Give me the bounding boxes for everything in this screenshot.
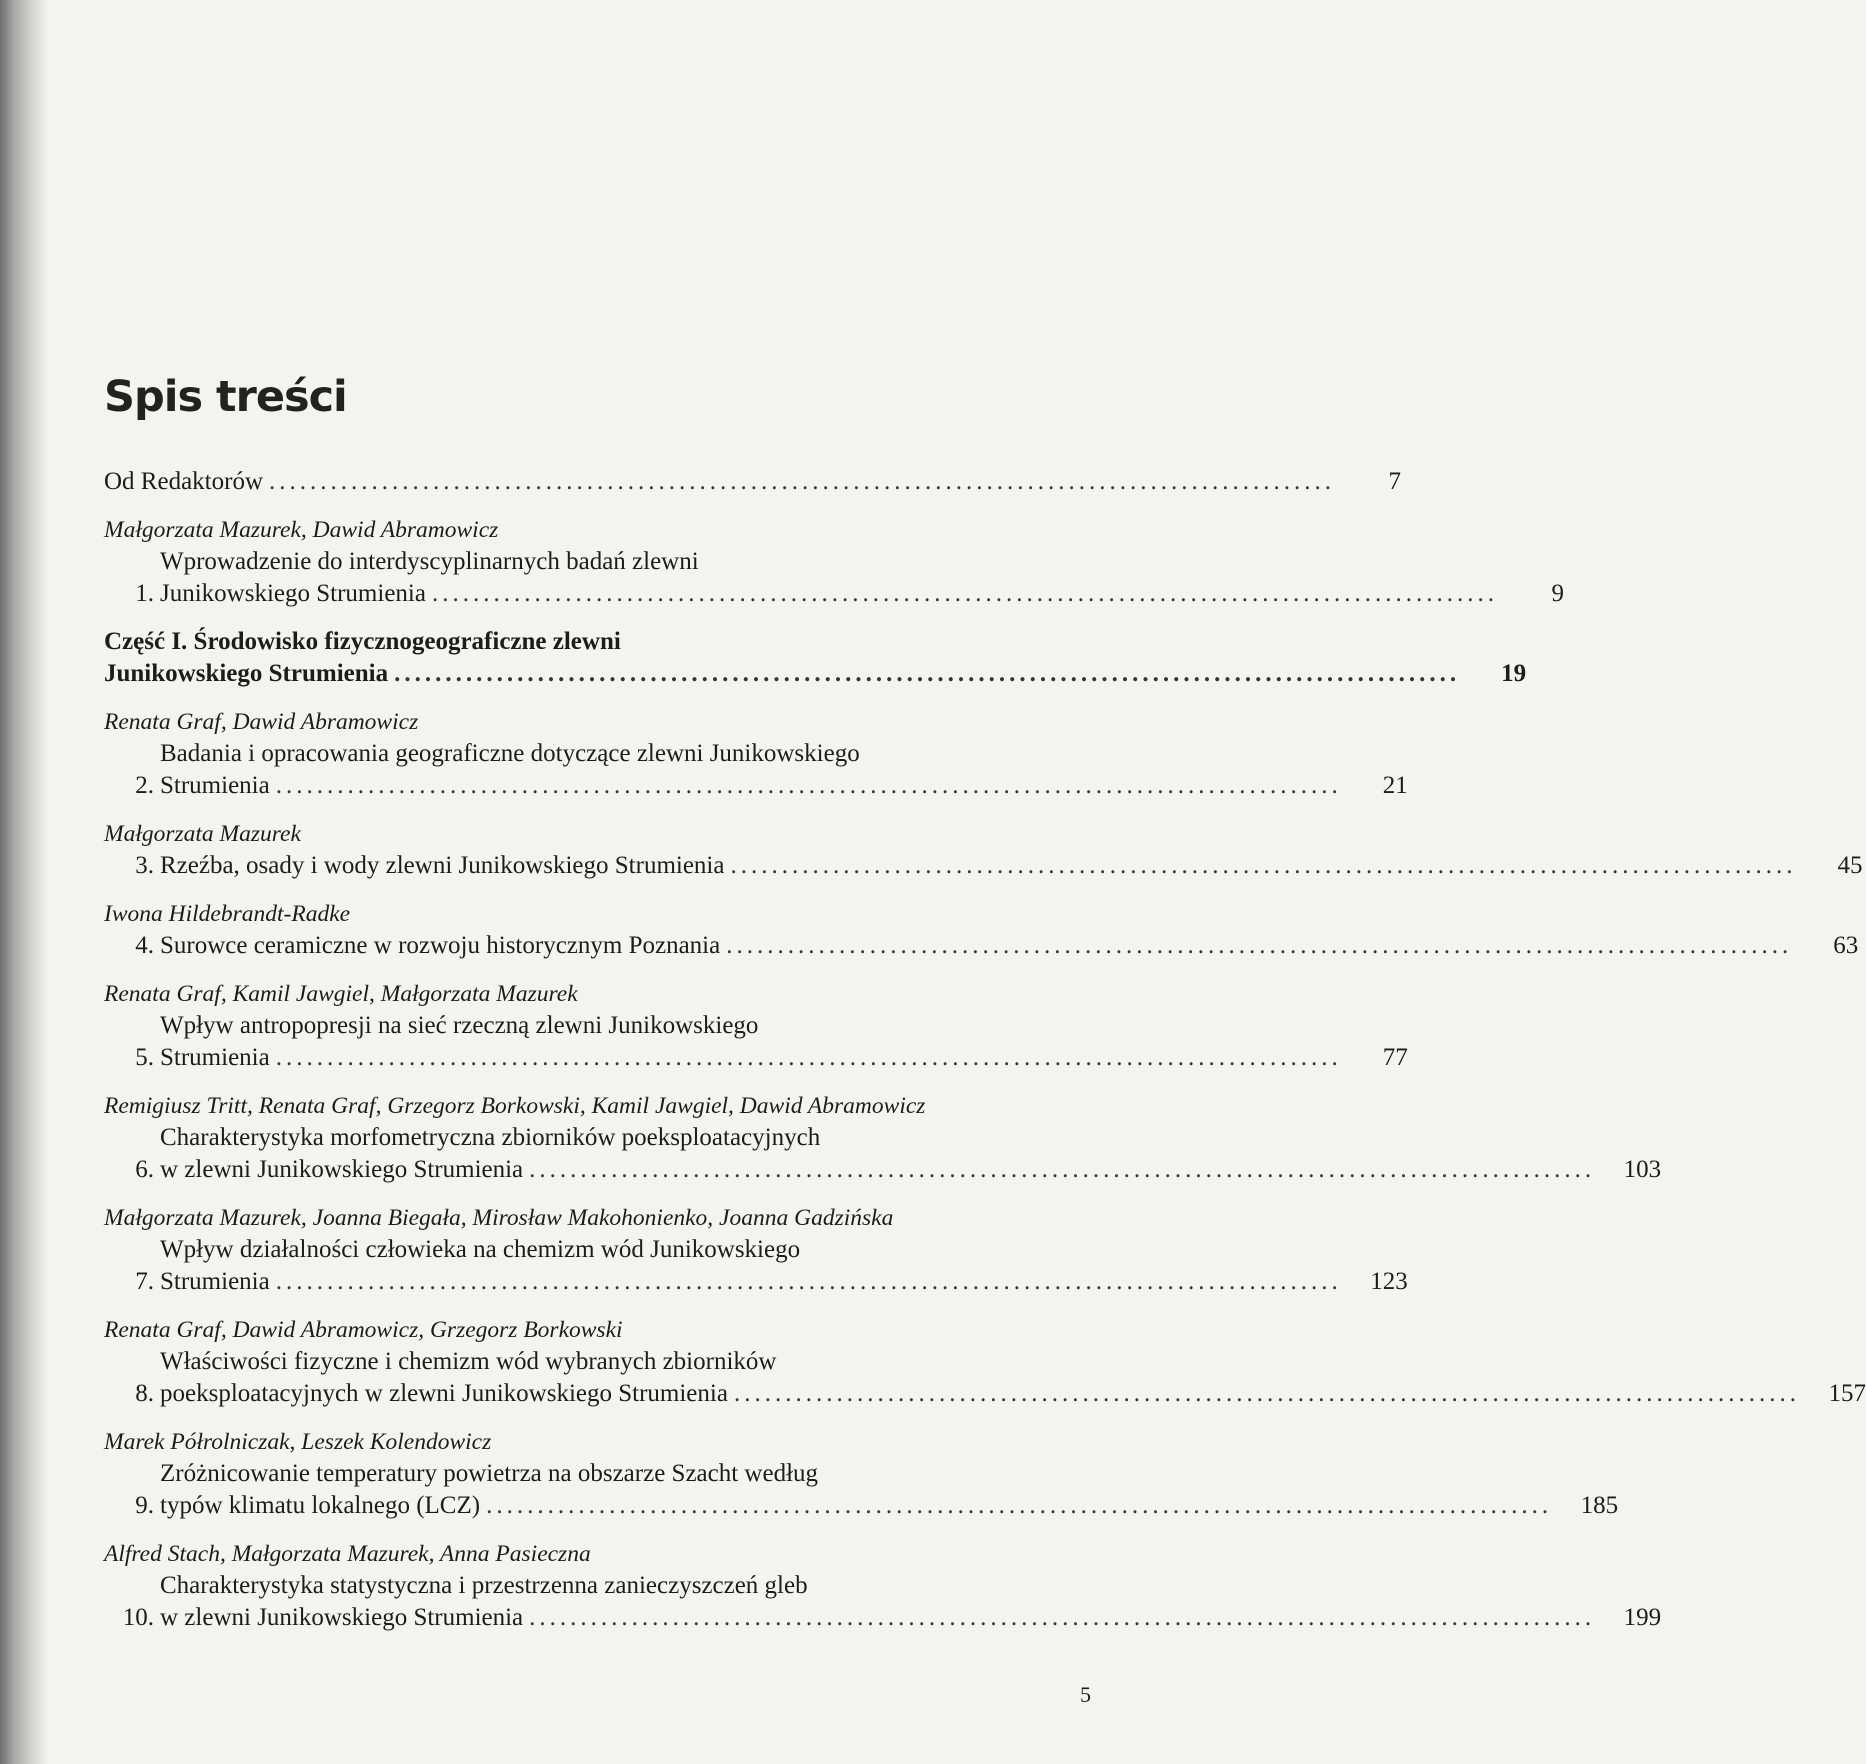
chapter-authors: Alfred Stach, Małgorzata Mazurek, Anna Pasieczna — [104, 1541, 591, 1567]
chapter-number: 5. — [135, 1044, 154, 1071]
leader-dots: ........................................................................................................ — [726, 932, 1793, 959]
chapter-number: 10. — [122, 1604, 154, 1631]
entry-title-line: Wprowadzenie do interdyscyplinarnych badań zlewni — [160, 548, 699, 575]
page-title: Spis treści — [104, 372, 347, 422]
chapter-number: 4. — [135, 932, 154, 959]
toc-entry-ch2[interactable] — [104, 738, 1408, 802]
chapter-authors: Małgorzata Mazurek — [104, 821, 301, 847]
toc-entry-ch5[interactable] — [104, 1010, 1408, 1074]
toc-entry-part1[interactable] — [104, 626, 1527, 690]
entry-title-line: Badania i opracowania geograficzne dotyczące zlewni Junikowskiego — [160, 740, 860, 767]
toc-entry-ch10[interactable] — [104, 1570, 1662, 1634]
toc-entry-ch7[interactable] — [104, 1234, 1408, 1298]
toc-entry-ch4[interactable] — [104, 930, 1859, 962]
binding-shadow — [0, 0, 48, 1764]
page-number: 185 — [1580, 1492, 1619, 1519]
leader-dots: ........................................................................................................ — [529, 1604, 1596, 1631]
entry-title-line: w zlewni Junikowskiego Strumienia — [160, 1156, 524, 1183]
entry-title-line: Strumienia — [160, 1044, 270, 1071]
chapter-authors: Iwona Hildebrandt-Radke — [104, 901, 351, 927]
leader-dots: ........................................................................................................ — [394, 660, 1461, 687]
chapter-authors: Renata Graf, Kamil Jawgiel, Małgorzata Mazurek — [104, 981, 578, 1007]
footer-page-number: 5 — [1080, 1682, 1091, 1707]
page-number: 45 — [1837, 852, 1863, 879]
toc-entry-ch9[interactable] — [104, 1458, 1619, 1522]
chapter-authors: Marek Półrolniczak, Leszek Kolendowicz — [104, 1429, 492, 1455]
chapter-authors: Renata Graf, Dawid Abramowicz, Grzegorz Borkowski — [104, 1317, 623, 1343]
toc-entry-ch8[interactable] — [104, 1346, 1866, 1410]
part-title-line: Część I. Środowisko fizycznogeograficzne zlewni — [104, 628, 621, 655]
table-of-contents — [104, 466, 1866, 1634]
toc-entry-ch3[interactable] — [104, 850, 1863, 882]
leader-dots: ........................................................................................................ — [275, 772, 1342, 799]
leader-dots: ........................................................................................................ — [275, 1044, 1342, 1071]
toc-entry-ch1[interactable] — [104, 546, 1564, 610]
entry-title-line: Surowce ceramiczne w rozwoju historycznym Poznania — [160, 932, 721, 959]
part-title-line: Junikowskiego Strumienia — [104, 660, 389, 687]
toc-entry-ch6[interactable] — [104, 1122, 1662, 1186]
entry-title-line: Charakterystyka morfometryczna zbiorników poeksploatacyjnych — [160, 1124, 821, 1151]
leader-dots: ........................................................................................................ — [431, 580, 1498, 607]
page-number: 7 — [1388, 468, 1401, 495]
chapter-number: 9. — [135, 1492, 154, 1519]
chapter-authors: Renata Graf, Dawid Abramowicz — [104, 709, 419, 735]
entry-title: Od Redaktorów — [104, 468, 263, 495]
entry-title-line: Zróżnicowanie temperatury powietrza na obszarze Szacht według — [160, 1460, 819, 1487]
entry-title-line: Wpływ antropopresji na sieć rzeczną zlewni Junikowskiego — [160, 1012, 759, 1039]
entry-title-line: Wpływ działalności człowieka na chemizm wód Junikowskiego — [160, 1236, 801, 1263]
entry-title-line: Charakterystyka statystyczna i przestrzenna zanieczyszczeń gleb — [160, 1572, 808, 1599]
chapter-number: 2. — [135, 772, 154, 799]
leader-dots: ........................................................................................................ — [486, 1492, 1553, 1519]
chapter-authors: Małgorzata Mazurek, Joanna Biegała, Mirosław Makohonienko, Joanna Gadzińska — [104, 1205, 894, 1231]
chapter-number: 3. — [135, 852, 154, 879]
chapter-number: 1. — [135, 580, 154, 607]
entry-title-line: poeksploatacyjnych w zlewni Junikowskiego Strumienia — [160, 1380, 728, 1407]
entry-title-line: Strumienia — [160, 1268, 270, 1295]
entry-title-line: Junikowskiego Strumienia — [160, 580, 426, 607]
chapter-number: 6. — [135, 1156, 154, 1183]
entry-title-line: Właściwości fizyczne i chemizm wód wybranych zbiorników — [160, 1348, 777, 1375]
page-number: 21 — [1382, 772, 1408, 799]
chapter-authors: Małgorzata Mazurek, Dawid Abramowicz — [104, 517, 499, 543]
leader-dots: ........................................................................................................ — [269, 468, 1335, 495]
page-number: 77 — [1382, 1044, 1408, 1071]
page-number: 157 — [1828, 1380, 1866, 1407]
leader-dots: ........................................................................................................ — [733, 1380, 1800, 1407]
page-number: 19 — [1501, 660, 1527, 687]
chapter-number: 7. — [135, 1268, 154, 1295]
page-number: 103 — [1623, 1156, 1662, 1183]
entry-title-line: Rzeźba, osady i wody zlewni Junikowskiego Strumienia — [160, 852, 725, 879]
chapter-number: 8. — [135, 1380, 154, 1407]
toc-entry-intro[interactable] — [104, 466, 1401, 498]
page-number: 123 — [1370, 1268, 1408, 1295]
entry-title-line: w zlewni Junikowskiego Strumienia — [160, 1604, 524, 1631]
entry-title-line: Strumienia — [160, 772, 270, 799]
chapter-authors: Remigiusz Tritt, Renata Graf, Grzegorz Borkowski, Kamil Jawgiel, Dawid Abramowicz — [104, 1093, 926, 1119]
entry-title-line: typów klimatu lokalnego (LCZ) — [160, 1492, 481, 1519]
page-number: 199 — [1623, 1604, 1662, 1631]
page-number: 63 — [1833, 932, 1859, 959]
leader-dots: ........................................................................................................ — [529, 1156, 1596, 1183]
leader-dots: ........................................................................................................ — [275, 1268, 1342, 1295]
leader-dots: ........................................................................................................ — [730, 852, 1797, 879]
page-number: 9 — [1551, 580, 1564, 607]
